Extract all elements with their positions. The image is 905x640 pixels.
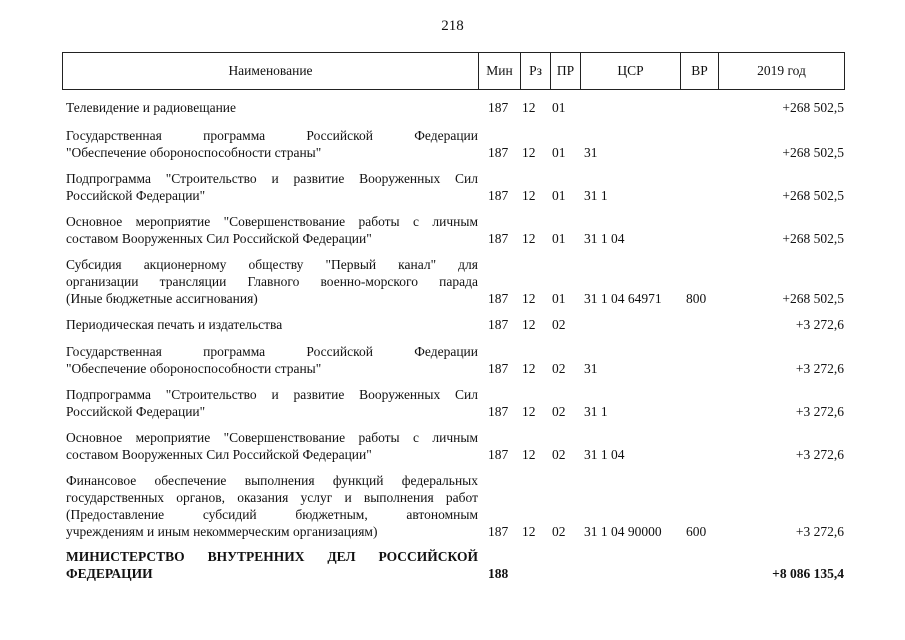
- row-amount: +3 272,6: [795, 361, 844, 376]
- row-name-line: учреждениям и иным некоммерческим организациям): [66, 524, 378, 539]
- row-name-line: "Обеспечение обороноспособности страны": [66, 361, 322, 376]
- row-csr: 31 1: [584, 404, 608, 419]
- row-csr: 31 1 04 64971: [584, 291, 662, 306]
- row-csr: 31 1 04 90000: [584, 524, 662, 539]
- table-row: [0, 256, 905, 307]
- row-csr: 31 1: [584, 188, 608, 203]
- page-number: 218: [441, 18, 464, 34]
- row-pr: 01: [552, 145, 566, 160]
- table-row: [0, 316, 905, 333]
- row-pr: 02: [552, 447, 566, 462]
- row-min: 187: [488, 317, 509, 332]
- row-pr: 01: [552, 231, 566, 246]
- row-name-line: ФЕДЕРАЦИИ: [66, 566, 153, 581]
- row-min: 187: [488, 291, 509, 306]
- row-name-line: Финансовое обеспечение выполнения функций федеральных: [66, 473, 478, 488]
- row-name: [66, 127, 478, 161]
- row-name-line: Основное мероприятие "Совершенствование работы с личным: [66, 214, 478, 229]
- row-name-line: Периодическая печать и издательства: [66, 317, 283, 332]
- row-name-line: (Предоставление субсидий бюджетным, автономным: [66, 507, 478, 522]
- row-name: [66, 316, 478, 333]
- row-amount: +3 272,6: [795, 317, 844, 332]
- table-row: [0, 386, 905, 420]
- table-row: [0, 548, 905, 582]
- row-rz: 12: [522, 188, 536, 203]
- table-row: [0, 170, 905, 204]
- row-rz: 12: [522, 361, 536, 376]
- row-name-line: Подпрограмма "Строительство и развитие Вооруженных Сил: [66, 171, 478, 186]
- row-name-line: Государственная программа Российской Федерации: [66, 128, 478, 143]
- row-name-line: составом Вооруженных Сил Российской Федерации": [66, 231, 372, 246]
- row-name: [66, 429, 478, 463]
- table-row: [0, 213, 905, 247]
- row-min: 188: [488, 566, 509, 581]
- row-amount: +268 502,5: [782, 231, 844, 246]
- row-name-line: МИНИСТЕРСТВО ВНУТРЕННИХ ДЕЛ РОССИЙСКОЙ: [66, 549, 478, 564]
- row-name-line: Телевидение и радиовещание: [66, 100, 237, 115]
- row-min: 187: [488, 361, 509, 376]
- row-amount: +268 502,5: [782, 145, 844, 160]
- table-row: [0, 472, 905, 540]
- row-pr: 02: [552, 524, 566, 539]
- row-min: 187: [488, 100, 509, 115]
- row-pr: 01: [552, 100, 566, 115]
- row-amount: +3 272,6: [795, 404, 844, 419]
- row-name-line: (Иные бюджетные ассигнования): [66, 291, 258, 306]
- row-amount: +268 502,5: [782, 188, 844, 203]
- row-name: [66, 170, 478, 204]
- row-rz: 12: [522, 145, 536, 160]
- header-rz: Рз: [520, 53, 550, 89]
- header-csr: ЦСР: [580, 53, 680, 89]
- row-csr: 31 1 04: [584, 231, 625, 246]
- table-row: [0, 127, 905, 161]
- row-amount: +268 502,5: [782, 100, 844, 115]
- row-pr: 01: [552, 188, 566, 203]
- row-name: [66, 99, 478, 116]
- header-pr: ПР: [550, 53, 580, 89]
- row-csr: 31 1 04: [584, 447, 625, 462]
- row-name-line: Субсидия акционерному обществу "Первый канал" для: [66, 257, 478, 272]
- row-csr: 31: [584, 361, 598, 376]
- row-rz: 12: [522, 231, 536, 246]
- header-min: Мин: [478, 53, 520, 89]
- row-name: [66, 343, 478, 377]
- row-min: 187: [488, 404, 509, 419]
- table-header: [62, 52, 845, 90]
- row-name: [66, 386, 478, 420]
- row-pr: 02: [552, 317, 566, 332]
- header-year: 2019 год: [718, 53, 844, 89]
- row-rz: 12: [522, 100, 536, 115]
- row-pr: 02: [552, 404, 566, 419]
- row-min: 187: [488, 231, 509, 246]
- row-name: [66, 256, 478, 307]
- row-name-line: государственных органов, оказания услуг и выполнения работ: [66, 490, 478, 505]
- row-rz: 12: [522, 524, 536, 539]
- row-min: 187: [488, 188, 509, 203]
- header-vr: ВР: [680, 53, 718, 89]
- row-rz: 12: [522, 317, 536, 332]
- row-name-line: организации трансляции Главного военно-морского парада: [66, 274, 478, 289]
- row-name: [66, 548, 478, 582]
- table-row: [0, 99, 905, 116]
- row-name: [66, 472, 478, 540]
- header-name: Наименование: [228, 63, 313, 78]
- row-name-line: Подпрограмма "Строительство и развитие Вооруженных Сил: [66, 387, 478, 402]
- row-rz: 12: [522, 404, 536, 419]
- table-row: [0, 429, 905, 463]
- row-min: 187: [488, 145, 509, 160]
- row-vr: 600: [686, 524, 707, 539]
- row-amount: +3 272,6: [795, 447, 844, 462]
- row-name-line: "Обеспечение обороноспособности страны": [66, 145, 322, 160]
- row-amount: +268 502,5: [782, 291, 844, 306]
- table-row: [0, 343, 905, 377]
- row-name-line: Основное мероприятие "Совершенствование работы с личным: [66, 430, 478, 445]
- row-name: [66, 213, 478, 247]
- row-vr: 800: [686, 291, 707, 306]
- row-min: 187: [488, 447, 509, 462]
- row-rz: 12: [522, 447, 536, 462]
- row-pr: 02: [552, 361, 566, 376]
- row-name-line: составом Вооруженных Сил Российской Федерации": [66, 447, 372, 462]
- row-pr: 01: [552, 291, 566, 306]
- row-amount: +8 086 135,4: [772, 566, 844, 581]
- row-name-line: Российской Федерации": [66, 404, 206, 419]
- row-amount: +3 272,6: [795, 524, 844, 539]
- row-csr: 31: [584, 145, 598, 160]
- row-min: 187: [488, 524, 509, 539]
- row-name-line: Государственная программа Российской Федерации: [66, 344, 478, 359]
- row-rz: 12: [522, 291, 536, 306]
- row-name-line: Российской Федерации": [66, 188, 206, 203]
